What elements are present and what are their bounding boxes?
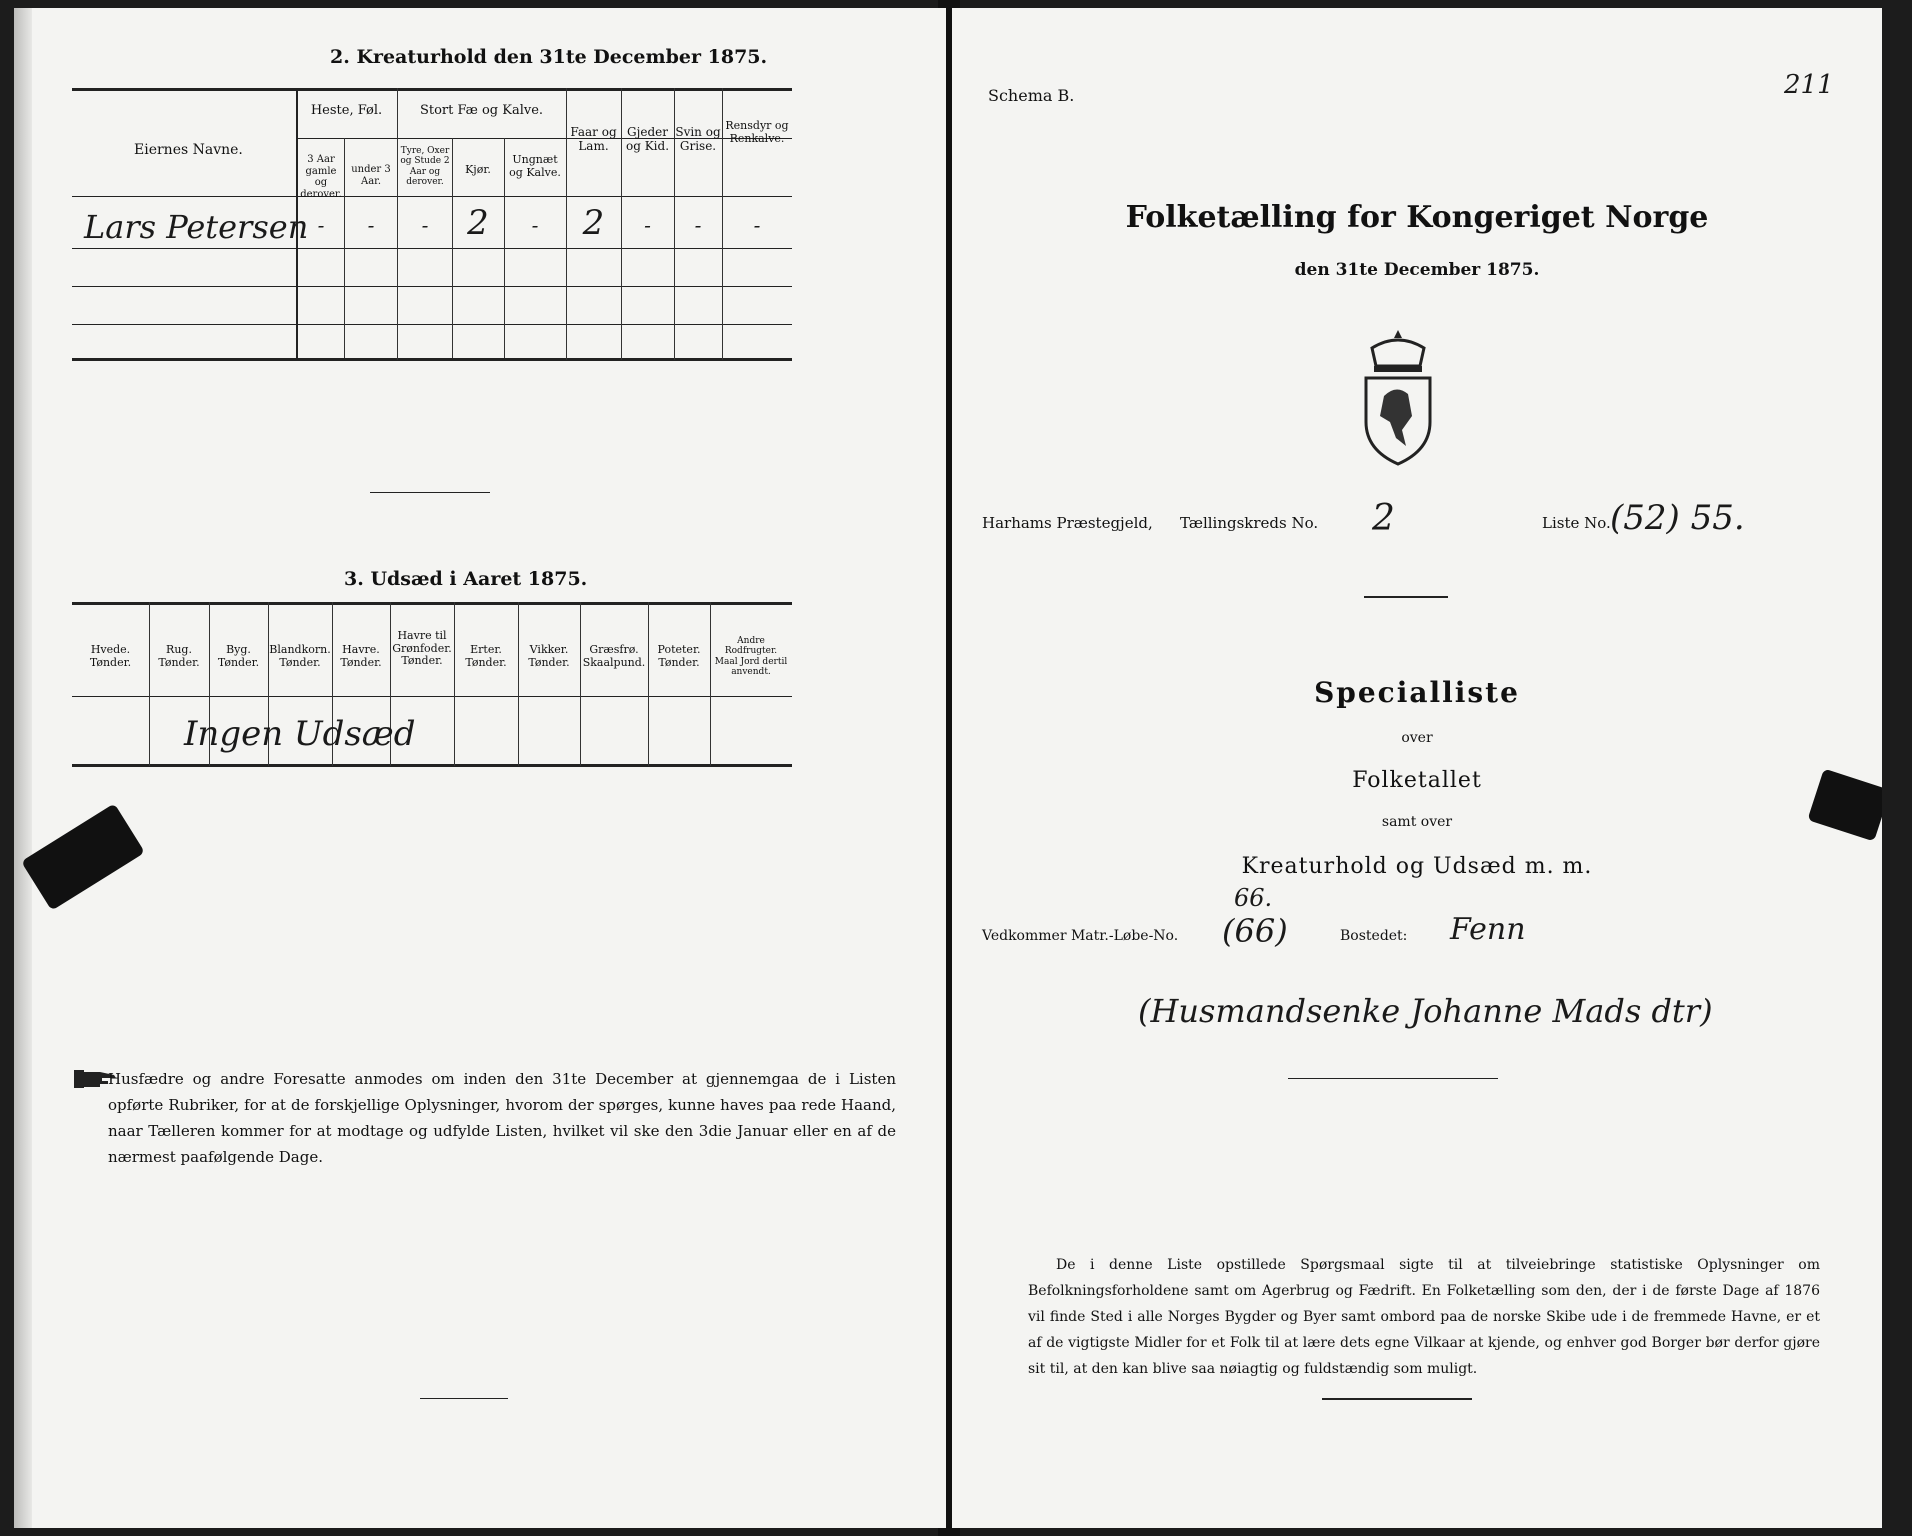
handwritten-no-seed: Ingen Udsæd bbox=[184, 714, 416, 754]
kreaturhold-label: Kreaturhold og Udsæd m. m. bbox=[1241, 854, 1593, 879]
explanation-paragraph: De i denne Liste opstillede Spørgsmaal sigte til at tilveiebringe statistiske Oplysninger om Befolkningsforholdene samt om Agerbrug og Fædrift. En Folketælling som den, der i de første Dage af 1876 vil finde Sted i alle Norges Bygder og Byer samt ombord paa de norske Skibe ude i de fremmede Havne, er et af de vigtigste Midler for et Folk til at lære dets egne Vilkaar at kjende, og enhver god Borger bør derfor gjøre sit til, at den kan blive saa nøiagtig og fuldstændig som muligt. bbox=[1028, 1257, 1820, 1377]
parish-label: Harhams Præstegjeld, bbox=[982, 514, 1153, 532]
over-label: over bbox=[1401, 730, 1433, 746]
header-cattle-young: Ungnæt og Kalve. bbox=[509, 153, 561, 179]
cell-pigs: - bbox=[694, 213, 702, 237]
section3-title: 3. Udsæd i Aaret 1875. bbox=[344, 568, 588, 590]
samt-over-label: samt over bbox=[1381, 814, 1453, 830]
crop-header-rye: Rug. Tønder. bbox=[158, 643, 200, 669]
page-number: 211 bbox=[1784, 70, 1834, 100]
header-reindeer: Rensdyr og Renkalve. bbox=[725, 119, 789, 145]
table3-vline bbox=[710, 602, 711, 766]
header-sheep: Faar og Lam. bbox=[570, 125, 617, 153]
list-number: (52) 55. bbox=[1610, 498, 1745, 538]
cell-horses-young: - bbox=[367, 213, 375, 237]
crop-header-potatoes: Poteter. Tønder. bbox=[657, 643, 701, 669]
header-goats: Gjeder og Kid. bbox=[625, 125, 670, 153]
right-page bbox=[952, 8, 1882, 1528]
bostedet-value: Fenn bbox=[1450, 912, 1526, 947]
section2-title: 2. Kreaturhold den 31te December 1875. bbox=[330, 46, 768, 68]
bostedet-label: Bostedet: bbox=[1340, 928, 1408, 944]
district-number: 2 bbox=[1372, 498, 1395, 539]
header-horses-young: under 3 Aar. bbox=[351, 164, 391, 187]
divider-short bbox=[370, 492, 490, 493]
matr-value-above: 66. bbox=[1234, 884, 1273, 912]
table2-bottom-rule bbox=[72, 358, 792, 361]
crop-header-peas: Erter. Tønder. bbox=[465, 643, 507, 669]
folketallet-label: Folketallet bbox=[1352, 768, 1482, 793]
matr-value: (66) bbox=[1222, 912, 1288, 950]
crop-header-mixed-grain: Blandkorn. Tønder. bbox=[269, 643, 331, 669]
list-label: Liste No. bbox=[1542, 514, 1611, 532]
left-binding-edge bbox=[14, 8, 32, 1528]
table2-row-rule-1 bbox=[72, 248, 792, 249]
left-page bbox=[14, 8, 946, 1528]
divider-medium bbox=[1288, 1078, 1498, 1079]
header-cattle-bulls: Tyre, Oxer og Stude 2 Aar og derover. bbox=[400, 146, 450, 188]
header-horses-group: Heste, Føl. bbox=[310, 103, 383, 118]
document-date: den 31te December 1875. bbox=[1294, 260, 1540, 280]
cell-horses-old: - bbox=[317, 213, 325, 237]
cell-goats: - bbox=[644, 213, 651, 237]
divider-short bbox=[1364, 596, 1448, 598]
ink-stamp-mark bbox=[21, 803, 145, 910]
cell-cattle-cows: 2 bbox=[467, 203, 489, 243]
table3-top-rule bbox=[72, 602, 792, 605]
cell-sheep: 2 bbox=[582, 203, 605, 243]
schema-label: Schema B. bbox=[988, 86, 1075, 105]
matr-label: Vedkommer Matr.-Løbe-No. bbox=[982, 928, 1179, 944]
header-owner: Eiernes Navne. bbox=[134, 142, 243, 158]
crop-header-wheat: Hvede. Tønder. bbox=[89, 643, 132, 669]
coat-of-arms-icon bbox=[1352, 326, 1444, 468]
table2-row-rule-2 bbox=[72, 286, 792, 287]
table3-vline bbox=[149, 602, 150, 766]
crop-header-grass-seed: Græsfrø. Skaalpund. bbox=[582, 643, 646, 669]
district-label: Tællingskreds No. bbox=[1180, 514, 1319, 532]
table3-vline bbox=[580, 602, 581, 766]
notice-paragraph: Husfædre og andre Foresatte anmodes om inden den 31te December at gjennemgaa de i Listen opførte Rubriker, for at de forskjellige Oplysninger, hvorom der spørges, kunne haves paa rede Haand, naar Tælleren kommer for at modtage og udfylde Listen, hvilket vil ske den 3die Januar eller en af de nærmest paafølgende Dage. bbox=[108, 1070, 896, 1166]
cell-cattle-bulls: - bbox=[421, 213, 429, 237]
table2-top-rule bbox=[72, 88, 792, 91]
header-horses-old: 3 Aar gamle og derover. bbox=[300, 154, 342, 200]
table3-vline bbox=[648, 602, 649, 766]
header-cattle-cows: Kjør. bbox=[465, 163, 491, 176]
header-cattle-group: Stort Fæ og Kalve. bbox=[419, 103, 544, 118]
cell-cattle-young: - bbox=[531, 213, 539, 237]
cell-reindeer: - bbox=[753, 213, 761, 237]
crop-header-barley: Byg. Tønder. bbox=[217, 643, 260, 669]
table3-bottom-rule bbox=[72, 764, 792, 767]
footer-rule bbox=[1322, 1398, 1472, 1400]
owner-name: Lars Petersen bbox=[84, 208, 309, 246]
header-pigs: Svin og Grise. bbox=[675, 125, 721, 153]
table2-header-bottom-rule bbox=[72, 196, 792, 197]
crop-header-oats-fodder: Havre til Grønfoder. Tønder. bbox=[392, 629, 452, 668]
table3-vline bbox=[454, 602, 455, 766]
table3-vline bbox=[518, 602, 519, 766]
crop-header-oats: Havre. Tønder. bbox=[340, 643, 382, 669]
specialliste-title: Specialliste bbox=[1314, 676, 1520, 709]
footer-short-rule bbox=[420, 1398, 508, 1399]
household-note: (Husmandsenke Johanne Mads dtr) bbox=[1138, 992, 1713, 1030]
crop-header-vetch: Vikker. Tønder. bbox=[528, 643, 570, 669]
table2-row-rule-3 bbox=[72, 324, 792, 325]
document-title: Folketælling for Kongeriget Norge bbox=[1125, 200, 1709, 235]
crop-header-other-roots: Andre Rodfrugter. Maal Jord dertil anvendt. bbox=[714, 636, 788, 678]
table3-header-rule bbox=[72, 696, 792, 697]
